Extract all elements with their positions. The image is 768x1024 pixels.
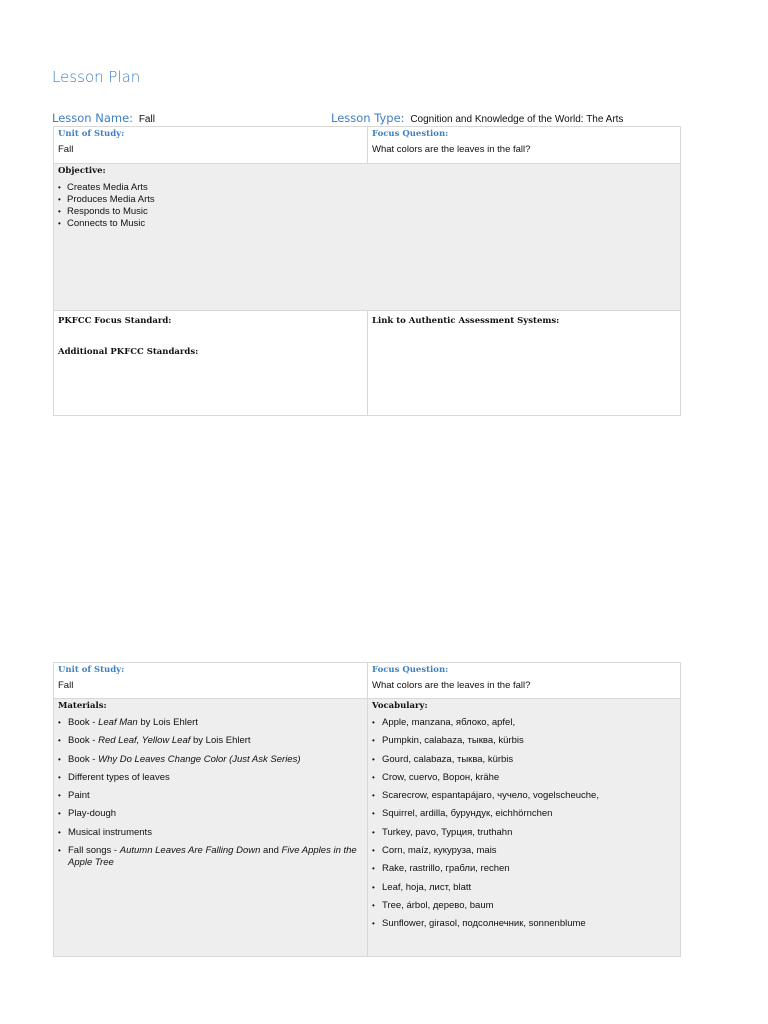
vocabulary-list [372,717,676,930]
materials-cell [54,699,368,957]
focus-question-cell [368,127,681,164]
focus-question-cell [368,663,681,699]
vocabulary-label: Vocabulary: [372,701,428,711]
list-item: • Creates Media Arts [58,182,676,194]
assessment-cell [368,311,681,416]
list-item: • Different types of leaves [58,772,363,784]
list-item: • Crow, cuervo, Ворон, krähe [372,772,676,784]
lesson-name-label: Lesson Name: [52,111,134,125]
pkfcc-focus-label: PKFCC Focus Standard: [58,316,172,326]
list-item: • Turkey, pavo, Турция, truthahn [372,827,676,839]
standards-cell [54,311,368,416]
list-item: • Squirrel, ardilla, бурундук, eichhörnchen [372,808,676,820]
list-item: • Tree, árbol, дерево, baum [372,900,676,912]
lesson-plan-table [53,126,681,416]
list-item: • Gourd, calabaza, тыква, kürbis [372,754,676,766]
list-item: • Sunflower, girasol, подсолнечник, sonnenblume [372,918,676,930]
vocabulary-cell [368,699,681,957]
list-item: • Musical instruments [58,827,363,839]
unit-of-study-cell [54,663,368,699]
focus-question-label: Focus Question: [372,129,449,139]
list-item: • Connects to Music [58,218,676,230]
focus-question-value: What colors are the leaves in the fall? [372,680,531,691]
list-item: • Play-dough [58,808,363,820]
page-title: Lesson Plan [52,68,141,86]
lesson-type-label: Lesson Type: [331,111,405,125]
list-item: • Rake, rastrillo, грабли, rechen [372,863,676,875]
unit-of-study-cell [54,127,368,164]
list-item: • Book - Leaf Man by Lois Ehlert [58,717,363,729]
lesson-type-row [331,111,623,125]
lesson-type-value: Cognition and Knowledge of the World: The Arts [410,114,624,125]
list-item: • Book - Why Do Leaves Change Color (Just Ask Series) [58,754,363,766]
materials-list [58,717,363,869]
list-item: • Paint [58,790,363,802]
list-item: • Leaf, hoja, лист, blatt [372,882,676,894]
assessment-link-label: Link to Authentic Assessment Systems: [372,316,560,326]
list-item: • Book - Red Leaf, Yellow Leaf by Lois Ehlert [58,735,363,747]
unit-of-study-value: Fall [58,680,74,691]
additional-standards-label: Additional PKFCC Standards: [58,347,199,357]
objective-label: Objective: [58,166,106,176]
list-item: • Responds to Music [58,206,676,218]
lesson-name-value: Fall [138,114,155,125]
list-item: • Corn, maíz, кукуруза, mais [372,845,676,857]
focus-question-value: What colors are the leaves in the fall? [372,144,531,155]
unit-of-study-value: Fall [58,144,74,155]
unit-of-study-label: Unit of Study: [58,129,125,139]
unit-of-study-label: Unit of Study: [58,665,125,675]
list-item: • Pumpkin, calabaza, тыква, kürbis [372,735,676,747]
list-item: • Produces Media Arts [58,194,676,206]
materials-table [53,662,681,957]
objective-list [58,182,676,230]
list-item: • Fall songs - Autumn Leaves Are Falling Down and Five Apples in the Apple Tree [58,845,363,869]
lesson-name-row [52,111,155,125]
list-item: • Apple, manzana, яблоко, apfel, [372,717,676,729]
materials-label: Materials: [58,701,107,711]
objective-cell [54,164,681,311]
list-item: • Scarecrow, espantapájaro, чучело, vogelscheuche, [372,790,676,802]
focus-question-label: Focus Question: [372,665,449,675]
